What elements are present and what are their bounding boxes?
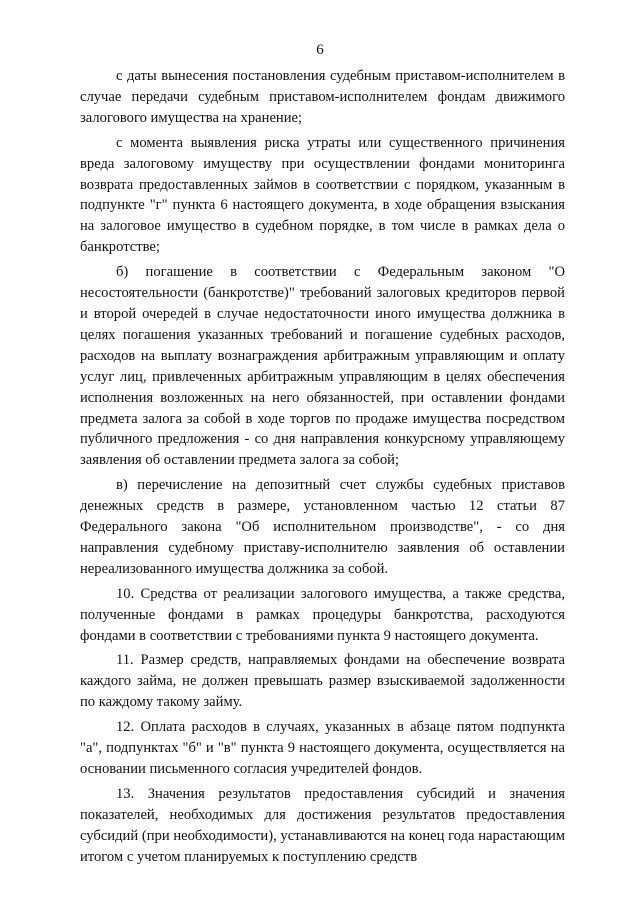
paragraph: с момента выявления риска утраты или существенного причинения вреда залоговому имуществу при осуществлении фондами мониторинга возврата предоставленных займов в соответствии с порядком, указанным в подпункте "г" пункта 6 настоящего документа, в ходе обращения взыскания на залоговое имущество в судебном порядке, в том числе в рамках дела о банкротстве; — [80, 134, 565, 256]
paragraph: 13. Значения результатов предоставления субсидий и значения показателей, необходимых для достижения результатов предоставления субсидий (при необходимости), устанавливаются на конец года нарастающим итогом с учетом планируемых к поступлению средств — [80, 785, 565, 865]
paragraph: 12. Оплата расходов в случаях, указанных в абзаце пятом подпункта "а", подпунктах "б" и "в" пункта 9 настоящего документа, осуществляется на основании письменного согласия учредителей фондов. — [80, 719, 565, 777]
page-number: 6 — [316, 42, 324, 58]
body-text — [80, 66, 565, 868]
paragraph: 10. Средства от реализации залогового имущества, а также средства, полученные фондами в рамках процедуры банкротства, расходуются фондами в соответствии с требованиями пункта 9 настоящего документа. — [80, 585, 565, 644]
paragraph: б) погашение в соответствии с Федеральным законом "О несостоятельности (банкротстве)" требований залоговых кредиторов первой и второй очередей в случае недостаточности иного имущества должника в целях погашения указанных требований и погашение судебных расходов, расходов на выплату вознаграждения арбитражным управляющим и оплату услуг лиц, привлеченных арбитражным управляющим в целях обеспечения исполнения возложенных на него обязанностей, при оставлении фондами предмета залога за собой в ходе торгов по продаже имущества посредством публичного предложения - со дня направления конкурсному управляющему заявления об оставлении предмета залога за собой; — [80, 264, 565, 469]
paragraph: в) перечисление на депозитный счет службы судебных приставов денежных средств в размере, установленном частью 12 статьи 87 Федерального закона "Об исполнительном производстве", - со дня направления судебному приставу-исполнителю заявления об оставлении нереализованного имущества должника за собой. — [80, 477, 565, 577]
paragraph: 11. Размер средств, направляемых фондами на обеспечение возврата каждого займа, не должен превышать размер взыскиваемой задолженности по каждому такому займу. — [80, 652, 565, 711]
paragraph: с даты вынесения постановления судебным приставом-исполнителем в случае передачи судебным приставом-исполнителем фондам движимого залогового имущества на хранение; — [80, 68, 565, 126]
